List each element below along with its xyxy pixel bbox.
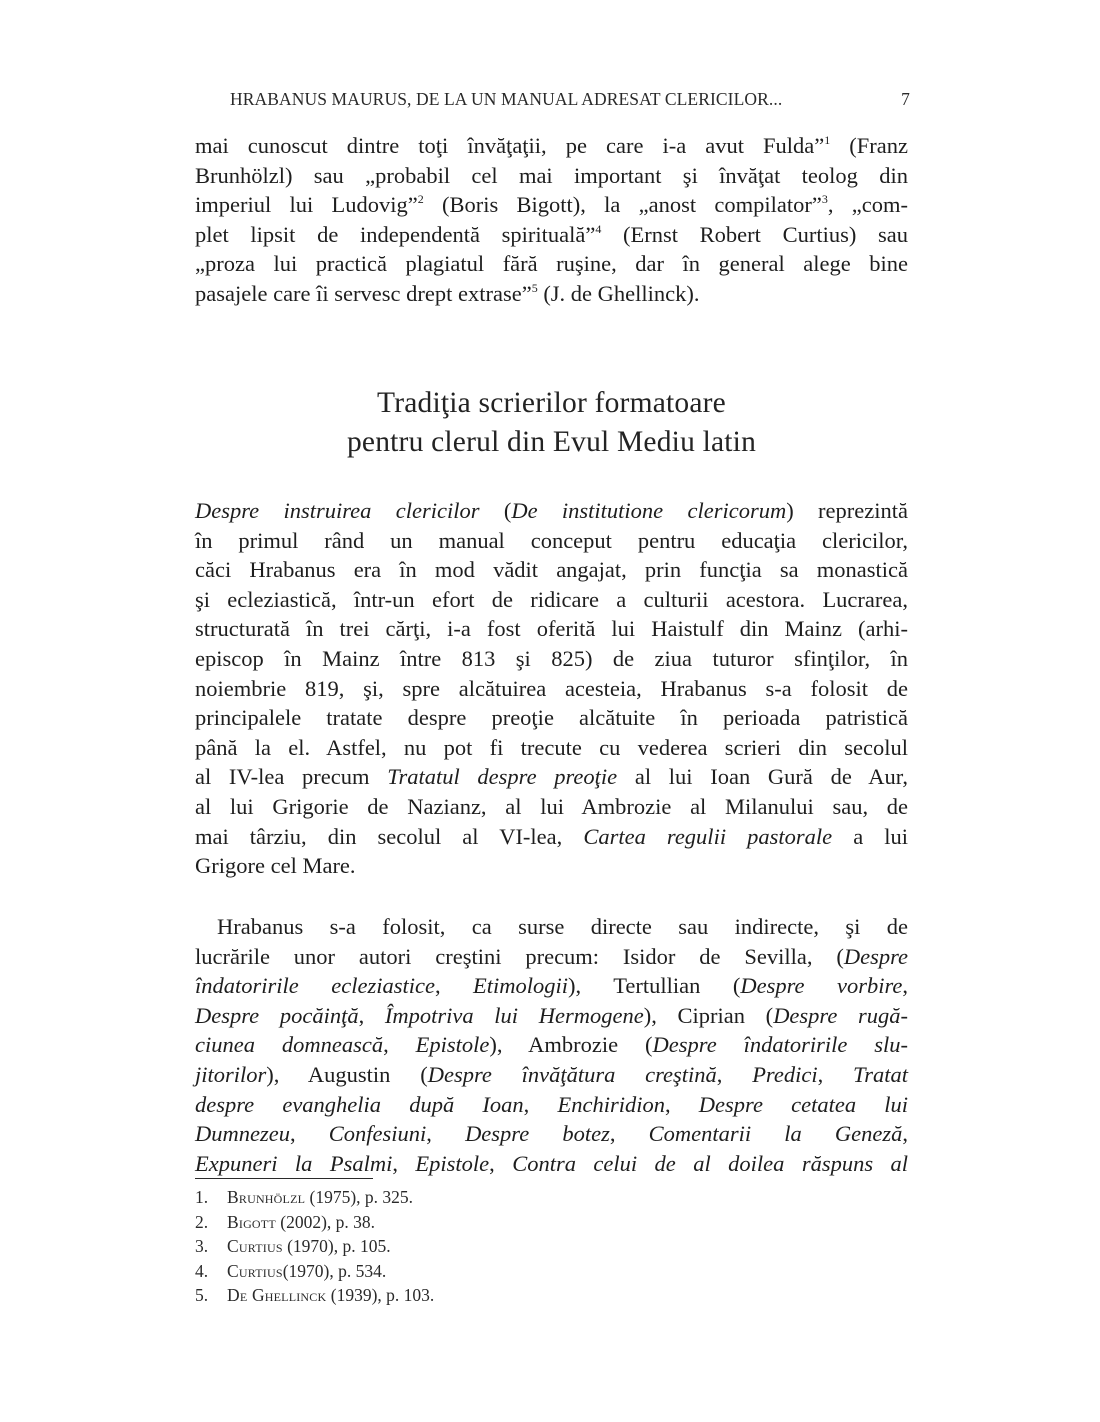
footnote-number: 4. [195, 1260, 209, 1281]
footnote-author: De Ghellinck [227, 1285, 327, 1305]
text-run: lucrările unor autori creştini precum: Isidor de Sevilla, ( [195, 943, 844, 969]
text-line [195, 614, 908, 644]
footnote-reference[interactable]: 4 [595, 221, 602, 236]
text-run: ), Augustin ( [266, 1061, 428, 1087]
text-line [195, 733, 908, 763]
text-line [195, 585, 908, 615]
footnote-author: Brunhölzl [227, 1187, 306, 1207]
text-run: , [358, 1002, 385, 1028]
text-run: căci Hrabanus era în mod vădit angajat, prin funcţia sa monastică [195, 557, 908, 583]
text-run: (Ernst Robert Curtius) sau [601, 221, 908, 247]
italic-title: Despre cetatea lui [698, 1091, 909, 1117]
footnote-number: 1. [195, 1187, 209, 1207]
footnote-citation: (1975), p. 325. [305, 1187, 414, 1207]
text-line [195, 249, 908, 279]
text-line [195, 1149, 908, 1179]
text-line [195, 220, 908, 250]
footnote-number: 2. [195, 1211, 209, 1232]
text-run: Hrabanus s-a folosit, ca surse directe sau indirecte, şi de [217, 914, 908, 939]
text-run: noiembrie 819, şi, spre alcătuirea acesteia, Hrabanus s-a folosit de [195, 675, 908, 701]
text-run: (Boris Bigott), la „anost compilator” [423, 192, 822, 218]
text-run: mai cunoscut dintre toţi învăţaţii, pe care i-a avut Fulda” [195, 133, 825, 158]
text-run: Brunhölzl) sau „probabil cel mai important şi învăţat teolog din [195, 162, 908, 188]
text-line [195, 644, 908, 674]
italic-title: Enchiridion [557, 1091, 665, 1117]
footnote-separator [195, 1178, 373, 1179]
text-run: plet lipsit de independentă spirituală” [195, 221, 596, 247]
text-line [195, 190, 908, 220]
text-line [195, 1119, 908, 1149]
text-run: ( [479, 498, 512, 523]
text-line [195, 1001, 908, 1031]
italic-title: Tratat [852, 1061, 908, 1087]
italic-title: Comentarii la Geneză [648, 1121, 903, 1147]
text-line [195, 822, 908, 852]
footnote-author: Bigott [227, 1211, 276, 1232]
footnote-citation: (2002), p. 38. [275, 1211, 376, 1232]
italic-title: jitorilor [195, 1061, 267, 1087]
text-line [195, 674, 908, 704]
footnote-number: 5. [195, 1285, 209, 1305]
italic-title: Despre pocăinţă [195, 1002, 359, 1028]
section-heading-line-2: pentru clerul din Evul Mediu latin [346, 426, 757, 458]
italic-title: Despre [843, 943, 908, 969]
text-run: al lui Ioan Gură de Aur, [617, 764, 908, 790]
footnote-author: Curtius [227, 1260, 283, 1281]
text-line [195, 279, 908, 309]
footnote-item [195, 1210, 695, 1235]
italic-title: Despre vorbire [740, 973, 903, 999]
text-run: ), Tertullian ( [568, 973, 741, 999]
footnote-citation: (1970), p. 105. [282, 1236, 391, 1256]
text-run: , [902, 973, 908, 999]
italic-title: Contra celui de al doilea răspuns al [512, 1150, 909, 1176]
section-heading [195, 384, 908, 462]
italic-title: Dumnezeu [195, 1121, 290, 1147]
text-run: episcop în Mainz între 813 şi 825) de ziua tuturor sfinţilor, în [195, 645, 908, 671]
text-run: ), Ciprian ( [643, 1002, 774, 1028]
text-run: ), Ambrozie ( [489, 1032, 653, 1058]
text-line [195, 1060, 908, 1090]
footnote-author: Curtius [227, 1236, 283, 1256]
italic-title: Tratatul despre preoţie [387, 764, 618, 790]
footnote-item [195, 1259, 695, 1284]
running-head [230, 89, 910, 113]
italic-title: Împotriva lui Hermogene [384, 1002, 644, 1028]
text-run: principalele tratate despre preoţie alcătuite în perioada patristică [195, 705, 908, 731]
footnote-reference[interactable]: 1 [824, 133, 831, 147]
text-line [195, 971, 908, 1001]
italic-title: Despre instruirea clericilor [195, 498, 480, 523]
text-run: , [392, 1150, 416, 1176]
footnote-citation: (1939), p. 103. [326, 1285, 435, 1305]
text-run: , [426, 1121, 466, 1147]
italic-title: Despre învăţătura creştină [427, 1061, 717, 1087]
text-run: , [609, 1121, 649, 1147]
footnotes-list [195, 1185, 695, 1308]
running-head-title: HRABANUS MAURUS, DE LA UN MANUAL ADRESAT CLERICILOR... [230, 89, 783, 109]
text-line [195, 161, 908, 191]
text-run: , „com- [827, 192, 908, 218]
text-run: , [383, 1032, 416, 1058]
text-line [195, 703, 908, 733]
italic-title: despre evanghelia după Ioan [195, 1091, 524, 1117]
italic-title: Epistole [415, 1032, 490, 1058]
text-run: , [817, 1061, 853, 1087]
text-line [195, 1030, 908, 1060]
text-run: al lui Grigorie de Nazianz, al lui Ambrozie al Milanului sau, de [195, 793, 908, 819]
text-line [195, 496, 908, 526]
footnote-item [195, 1234, 695, 1259]
page-number: 7 [901, 89, 910, 109]
italic-title: Epistole [415, 1150, 490, 1176]
text-run: , [902, 1121, 909, 1147]
text-run: structurată în trei cărţi, i-a fost oferită lui Haistulf din Mainz (arhi- [195, 616, 908, 642]
footnote-number: 3. [195, 1236, 209, 1256]
text-line [195, 912, 908, 942]
text-line [195, 131, 908, 161]
text-line [195, 851, 908, 881]
text-run: „proza lui practică plagiatul fără ruşine, dar în general alege bine [195, 251, 908, 277]
italic-title: Confesiuni [328, 1121, 427, 1147]
footnote-reference[interactable]: 3 [821, 192, 828, 207]
text-run: ) reprezintă [786, 498, 908, 523]
paragraph-2 [195, 496, 908, 881]
text-run: şi ecleziastică, într-un efort de ridicare a culturii acestora. Lucrarea, [195, 586, 908, 612]
text-run: (J. de Ghellinck). [537, 280, 700, 306]
text-run: în primul rând un manual conceput pentru educaţia clericilor, [195, 527, 908, 553]
text-run: pasajele care îi servesc drept extrase” [195, 280, 532, 306]
text-run: al IV-lea precum [195, 764, 388, 790]
text-run: (Franz [830, 133, 908, 158]
text-run: , [434, 973, 474, 999]
italic-title: ciunea domnească [195, 1032, 384, 1058]
italic-title: Despre îndatoririle slu- [652, 1032, 909, 1058]
text-run: Grigore cel Mare. [195, 853, 356, 879]
text-line [195, 1090, 908, 1120]
italic-title: îndatoririle ecleziastice [195, 973, 435, 999]
footnote-item [195, 1283, 695, 1308]
italic-title: Despre rugă- [773, 1002, 909, 1028]
footnote-citation: (1970), p. 534. [282, 1260, 387, 1281]
text-run: imperiul lui Ludovig” [195, 192, 418, 218]
paragraph-3 [195, 912, 908, 1178]
text-run: , [489, 1150, 513, 1176]
text-run: a lui [832, 823, 908, 849]
italic-title: Despre botez [465, 1121, 610, 1147]
italic-title: Expuneri la Psalmi [195, 1150, 393, 1176]
text-run: , [664, 1091, 699, 1117]
text-line [195, 555, 908, 585]
text-run: mai târziu, din secolul al VI-lea, [195, 823, 584, 849]
text-run: , [289, 1121, 329, 1147]
text-line [195, 762, 908, 792]
footnote-reference[interactable]: 2 [417, 192, 424, 207]
italic-title: De institutione clericorum [511, 498, 787, 523]
text-line [195, 942, 908, 972]
italic-title: Cartea regulii pastorale [583, 823, 833, 849]
text-run: , [523, 1091, 558, 1117]
text-line [195, 792, 908, 822]
italic-title: Etimologii [473, 973, 569, 999]
footnote-item [195, 1185, 695, 1210]
italic-title: Predici [752, 1061, 818, 1087]
text-run: , [716, 1061, 753, 1087]
text-run: până la el. Astfel, nu pot fi trecute cu vederea scrieri din secolul [195, 734, 908, 760]
section-heading-line-1: Tradiţia scrierilor formatoare [377, 387, 726, 419]
text-line [195, 526, 908, 556]
paragraph-1 [195, 131, 908, 309]
footnote-reference[interactable]: 5 [531, 280, 538, 295]
